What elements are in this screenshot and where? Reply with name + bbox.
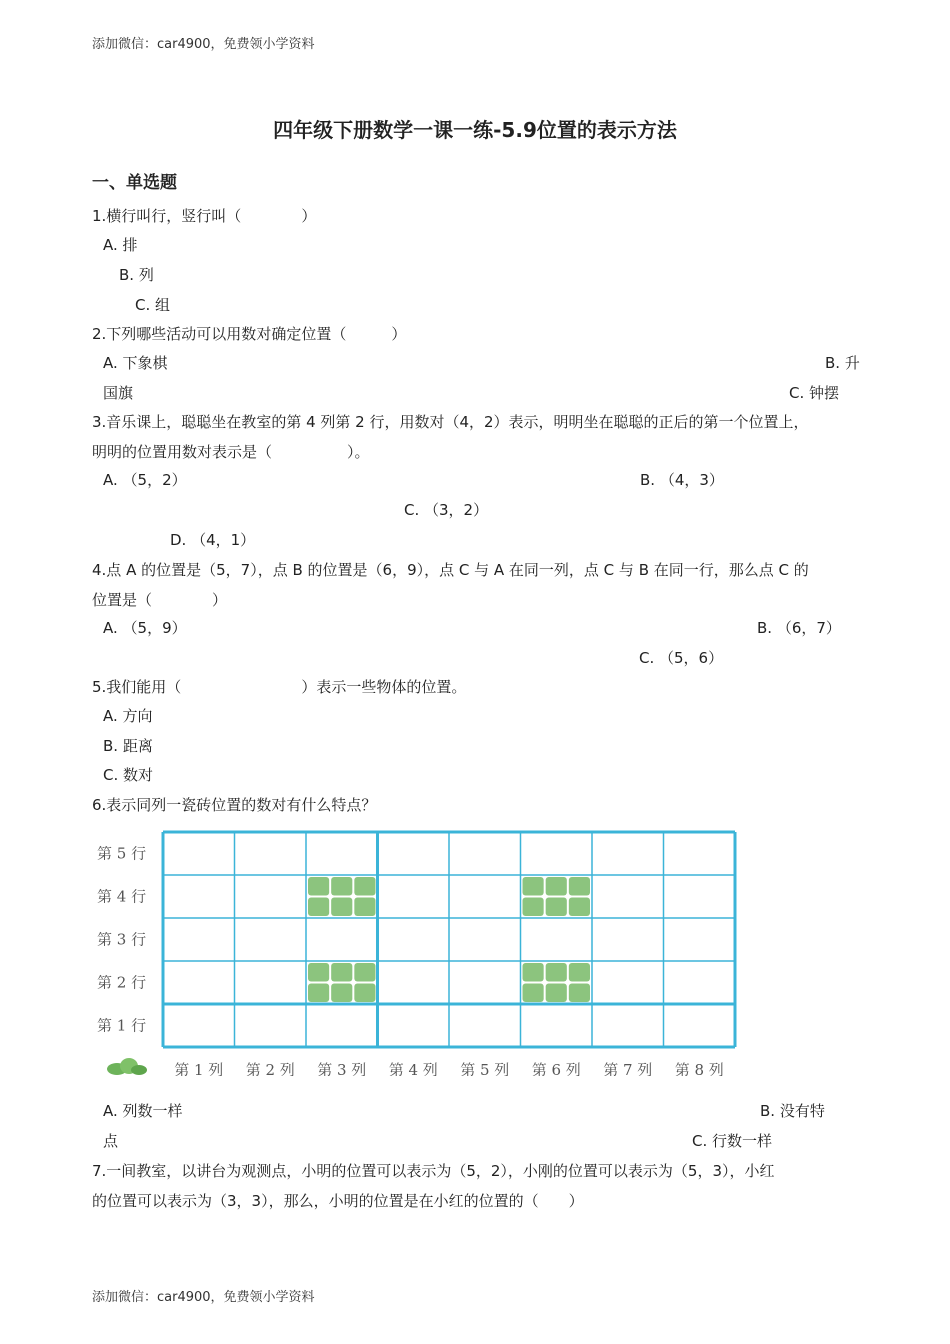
q6-option-a[interactable]: A. 列数一样 xyxy=(103,1102,183,1120)
column-label: 第 4 列 xyxy=(388,1061,438,1076)
page-header: 添加微信：car4900，免费领小学资料 xyxy=(92,37,315,52)
q5-option-c[interactable]: C. 数对 xyxy=(103,766,154,784)
q6-option-b-part1[interactable]: B. 没有特 xyxy=(760,1102,825,1120)
q2-option-b-part2[interactable]: 国旗 xyxy=(103,384,134,402)
q1-option-c[interactable]: C. 组 xyxy=(135,296,171,314)
question-3-line-2: 明明的位置用数对表示是（ ）。 xyxy=(92,443,370,461)
q1-option-b[interactable]: B. 列 xyxy=(119,266,154,284)
question-2: 2.下列哪些活动可以用数对确定位置（ ） xyxy=(92,325,407,343)
q2-option-a[interactable]: A. 下象棋 xyxy=(103,354,168,372)
question-7-line-1: 7.一间教室，以讲台为观测点，小明的位置可以表示为（5，2），小刚的位置可以表示为（5，3），小红 xyxy=(92,1162,775,1180)
question-4-line-1: 4.点 A 的位置是（5，7），点 B 的位置是（6，9），点 C 与 A 在同一列，点 C 与 B 在同一行，那么点 C 的 xyxy=(92,561,809,579)
column-label: 第 6 列 xyxy=(531,1061,581,1076)
row-label: 第 3 行 xyxy=(97,930,147,949)
question-5: 5.我们能用（ ）表示一些物体的位置。 xyxy=(92,678,467,696)
page-footer: 添加微信：car4900，免费领小学资料 xyxy=(92,1290,315,1305)
question-6: 6.表示同列一瓷砖位置的数对有什么特点？ xyxy=(92,796,377,814)
column-label: 第 1 列 xyxy=(174,1061,224,1076)
column-label: 第 3 列 xyxy=(317,1061,367,1076)
q4-option-a[interactable]: A. （5，9） xyxy=(103,619,187,637)
q3-option-b[interactable]: B. （4，3） xyxy=(640,471,724,489)
q5-option-b[interactable]: B. 距离 xyxy=(103,737,153,755)
question-3-line-1: 3.音乐课上，聪聪坐在教室的第 4 列第 2 行，用数对（4，2）表示，明明坐在聪聪的正后的第一个位置上， xyxy=(92,413,809,431)
q6-option-b-part2[interactable]: 点 xyxy=(103,1132,119,1150)
tile-grid-figure xyxy=(95,826,745,1076)
green-tile xyxy=(308,877,376,916)
bush-decoration xyxy=(107,1058,147,1075)
q4-option-b[interactable]: B. （6，7） xyxy=(757,619,841,637)
column-label: 第 7 列 xyxy=(603,1061,653,1076)
q3-option-c[interactable]: C. （3，2） xyxy=(404,501,489,519)
row-label: 第 4 行 xyxy=(97,887,147,906)
column-label: 第 2 列 xyxy=(245,1061,295,1076)
question-4-line-2: 位置是（ ） xyxy=(92,591,228,609)
question-1: 1.横行叫行，竖行叫（ ） xyxy=(92,207,317,225)
q6-option-c[interactable]: C. 行数一样 xyxy=(692,1132,773,1150)
question-7-line-2: 的位置可以表示为（3，3），那么，小明的位置是在小红的位置的（ ） xyxy=(92,1192,584,1210)
page-title: 四年级下册数学一课一练-5.9位置的表示方法 xyxy=(273,118,677,142)
green-tile xyxy=(308,963,376,1002)
column-label: 第 8 列 xyxy=(674,1061,724,1076)
q2-option-b-part1[interactable]: B. 升 xyxy=(825,354,860,372)
q5-option-a[interactable]: A. 方向 xyxy=(103,707,153,725)
q1-option-a[interactable]: A. 排 xyxy=(103,236,138,254)
row-label: 第 1 行 xyxy=(97,1016,147,1035)
green-tile xyxy=(523,877,591,916)
q2-option-c[interactable]: C. 钟摆 xyxy=(789,384,840,402)
row-label: 第 5 行 xyxy=(97,844,147,863)
q3-option-d[interactable]: D. （4，1） xyxy=(170,531,256,549)
row-label: 第 2 行 xyxy=(97,973,147,992)
column-label: 第 5 列 xyxy=(460,1061,510,1076)
q3-option-a[interactable]: A. （5，2） xyxy=(103,471,187,489)
green-tile xyxy=(523,963,591,1002)
q4-option-c[interactable]: C. （5，6） xyxy=(639,649,724,667)
section-heading: 一、单选题 xyxy=(92,173,177,193)
